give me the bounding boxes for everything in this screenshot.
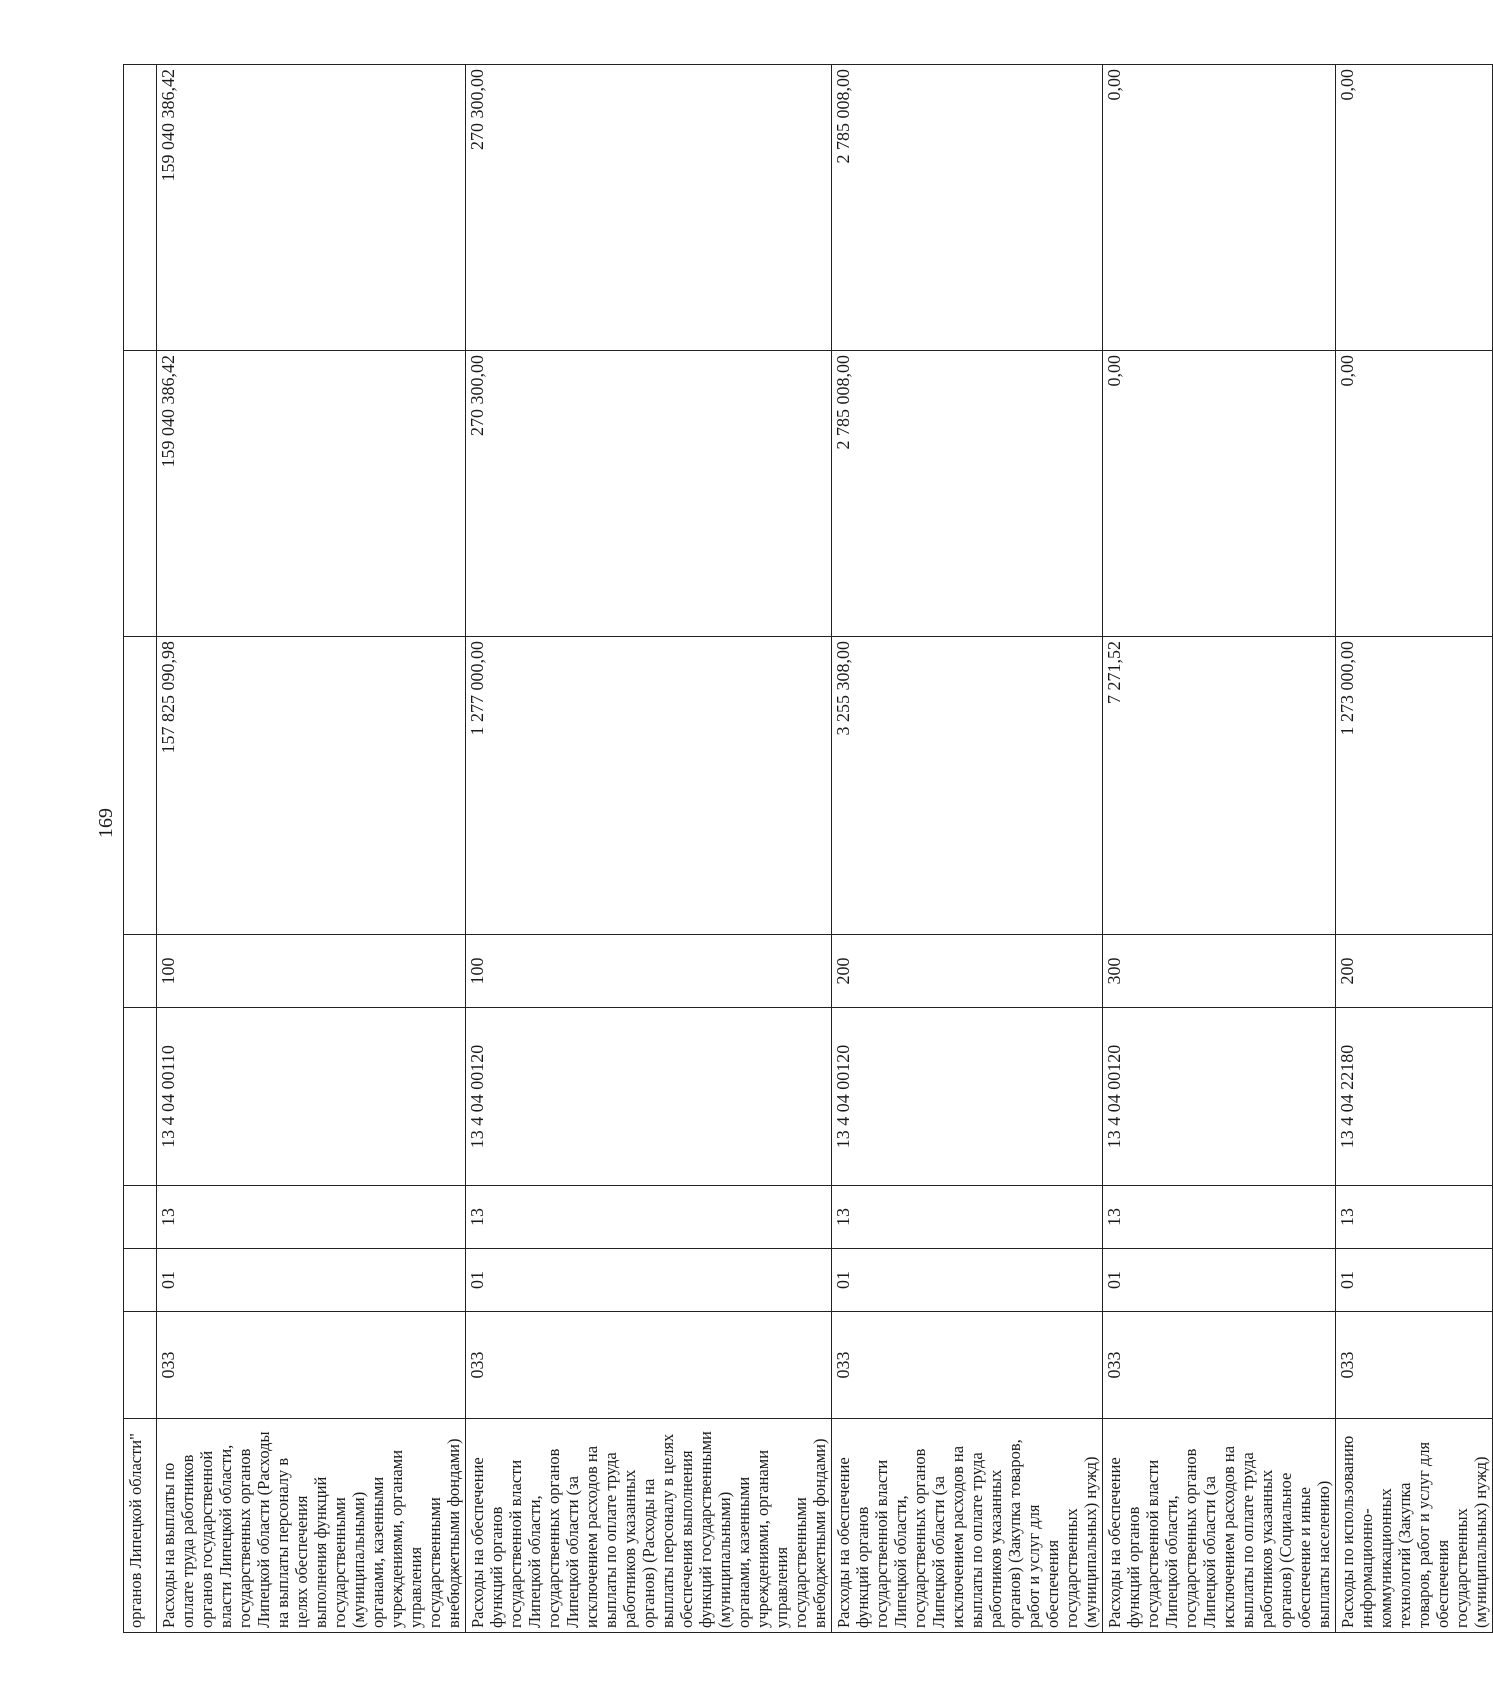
amount-year-2: 159 040 386,42 (157, 351, 466, 637)
empty-cell (124, 65, 157, 351)
table-header-row (124, 65, 157, 1633)
target-article-code: 13 4 04 00120 (1103, 1008, 1336, 1186)
subsection-code: 13 (157, 1186, 466, 1249)
expense-type-code: 100 (157, 935, 466, 1008)
target-article-code: 13 4 04 00110 (157, 1008, 466, 1186)
target-article-code: 13 4 04 22180 (1336, 1008, 1493, 1186)
empty-cell (124, 637, 157, 935)
section-code: 01 (1336, 1249, 1493, 1312)
expense-type-code: 100 (466, 935, 832, 1008)
budget-table (123, 64, 1493, 1633)
row-description: Расходы на обеспечение функций органов государственной власти Липецкой области, государственных органов Липецкой области (за исключением расходов на выплаты по оплате труда работников указанных органов) (Расходы на выплаты персоналу в целях обеспечения выполнения функций государственными (муниципальными) органами, казенными учреждениями, органами управления государственными внебюджетными фондами) (466, 1419, 832, 1633)
row-description: Расходы на обеспечение функций органов государственной власти Липецкой области, государственных органов Липецкой области (за исключением расходов на выплаты по оплате труда работников указанных органов) (Социальное обеспечение и иные выплаты населению) (1103, 1419, 1336, 1633)
ministry-code: 033 (1103, 1312, 1336, 1419)
subsection-code: 13 (1336, 1186, 1493, 1249)
table-row (832, 65, 1103, 1633)
rotated-table-container (123, 65, 1490, 1633)
section-code: 01 (157, 1249, 466, 1312)
expense-type-code: 300 (1103, 935, 1336, 1008)
row-description: Расходы по использованию информационно-коммуникационных технологий (Закупка товаров, работ и услуг для обеспечения государственных (муниципальных) нужд) (1336, 1419, 1493, 1633)
expense-type-code: 200 (1336, 935, 1493, 1008)
table-row (1103, 65, 1336, 1633)
amount-year-2: 0,00 (1103, 351, 1336, 637)
section-code: 01 (1103, 1249, 1336, 1312)
amount-year-3: 0,00 (1336, 65, 1493, 351)
empty-cell (124, 935, 157, 1008)
amount-year-2: 2 785 008,00 (832, 351, 1103, 637)
row-description: Расходы на обеспечение функций органов государственной власти Липецкой области, государственных органов Липецкой области (за исключением расходов на выплаты по оплате труда работников указанных органов) (Закупка товаров, работ и услуг для обеспечения государственных (муниципальных) нужд) (832, 1419, 1103, 1633)
page-number: 169 (95, 808, 117, 838)
amount-year-1: 1 273 000,00 (1336, 637, 1493, 935)
subsection-code: 13 (1103, 1186, 1336, 1249)
amount-year-3: 2 785 008,00 (832, 65, 1103, 351)
ministry-code: 033 (466, 1312, 832, 1419)
empty-cell (124, 1186, 157, 1249)
subsection-code: 13 (832, 1186, 1103, 1249)
target-article-code: 13 4 04 00120 (466, 1008, 832, 1186)
empty-cell (124, 1312, 157, 1419)
amount-year-1: 3 255 308,00 (832, 637, 1103, 935)
amount-year-3: 270 300,00 (466, 65, 832, 351)
table-row (157, 65, 466, 1633)
ministry-code: 033 (157, 1312, 466, 1419)
subsection-code: 13 (466, 1186, 832, 1249)
section-code: 01 (466, 1249, 832, 1312)
empty-cell (124, 1008, 157, 1186)
amount-year-1: 1 277 000,00 (466, 637, 832, 935)
row-description: Расходы на выплаты по оплате труда работников органов государственной власти Липецкой области, государственных органов Липецкой области (Расходы на выплаты персоналу в целях обеспечения выполнения функций государственными (муниципальными) органами, казенными учреждениями, органами управления государственными внебюджетными фондами) (157, 1419, 466, 1633)
empty-cell (124, 1249, 157, 1312)
amount-year-3: 0,00 (1103, 65, 1336, 351)
empty-cell (124, 351, 157, 637)
table-row (466, 65, 832, 1633)
ministry-code: 033 (832, 1312, 1103, 1419)
amount-year-2: 0,00 (1336, 351, 1493, 637)
amount-year-1: 157 825 090,98 (157, 637, 466, 935)
target-article-code: 13 4 04 00120 (832, 1008, 1103, 1186)
section-code: 01 (832, 1249, 1103, 1312)
table-row (1336, 65, 1493, 1633)
ministry-code: 033 (1336, 1312, 1493, 1419)
amount-year-1: 7 271,52 (1103, 637, 1336, 935)
amount-year-2: 270 300,00 (466, 351, 832, 637)
expense-type-code: 200 (832, 935, 1103, 1008)
header-cell: органов Липецкой области" (124, 1419, 157, 1633)
amount-year-3: 159 040 386,42 (157, 65, 466, 351)
